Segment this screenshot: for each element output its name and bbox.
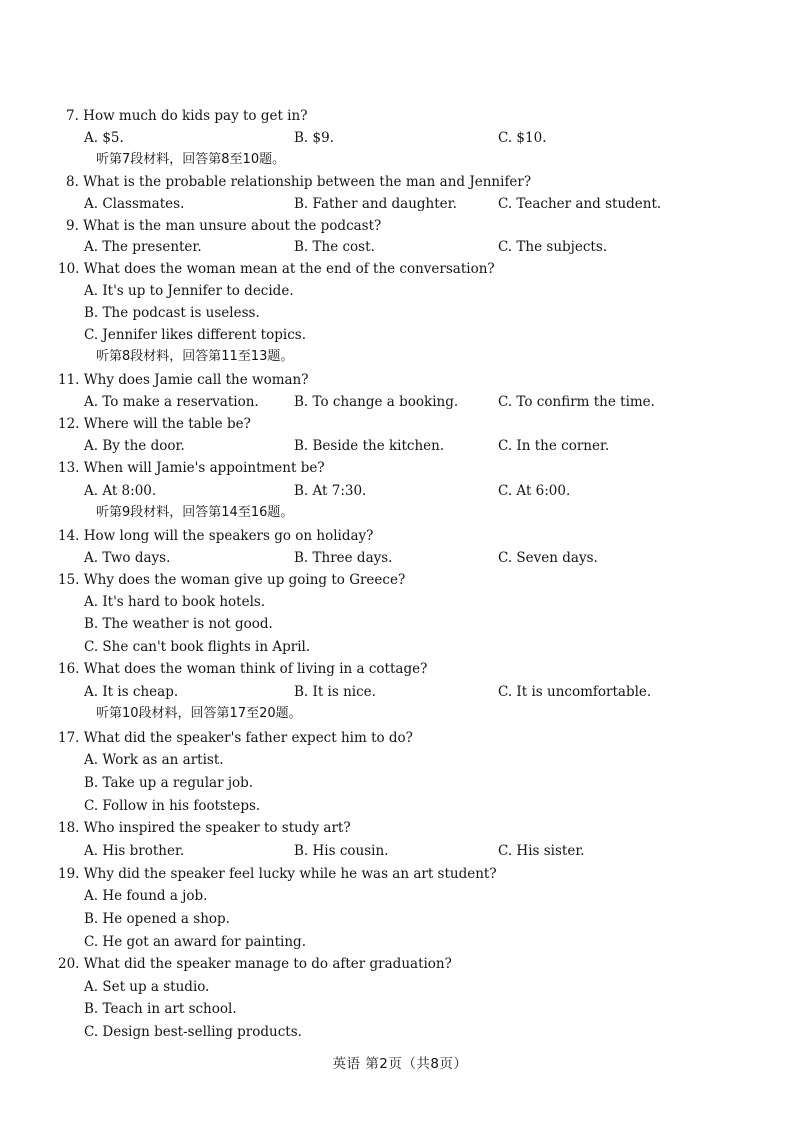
question-15-stem: 15. Why does the woman give up going to Greece? (58, 572, 406, 588)
question-12-stem: 12. Where will the table be? (58, 416, 251, 432)
question-14-option-c: C. Seven days. (498, 550, 598, 566)
question-11-option-b: B. To change a booking. (294, 394, 459, 410)
question-16-option-a: A. It is cheap. (84, 684, 179, 700)
question-15-option-a: A. It's hard to book hotels. (84, 594, 266, 610)
question-9-stem: 9. What is the man unsure about the podcast? (66, 218, 382, 234)
question-16-option-c: C. It is uncomfortable. (498, 684, 652, 700)
question-10-option-a: A. It's up to Jennifer to decide. (84, 283, 294, 299)
question-14-option-a: A. Two days. (84, 550, 171, 566)
question-11-option-a: A. To make a reservation. (84, 394, 259, 410)
question-15-option-b: B. The weather is not good. (84, 616, 273, 632)
question-9-option-b: B. The cost. (294, 239, 375, 255)
question-12-option-a: A. By the door. (84, 438, 185, 454)
page-footer: 英语 第2页（共8页） (332, 1056, 468, 1072)
question-20-option-c: C. Design best-selling products. (84, 1024, 302, 1040)
question-10-stem: 10. What does the woman mean at the end of the conversation? (58, 261, 495, 277)
question-18-stem: 18. Who inspired the speaker to study art? (58, 820, 351, 836)
question-17-option-a: A. Work as an artist. (84, 752, 224, 768)
question-18-option-b: B. His cousin. (294, 843, 389, 859)
question-8-option-c: C. Teacher and student. (498, 196, 662, 212)
question-15-option-c: C. She can't book flights in April. (84, 639, 311, 655)
question-18-option-a: A. His brother. (84, 843, 185, 859)
question-8-stem: 8. What is the probable relationship between the man and Jennifer? (66, 174, 532, 190)
question-12-option-b: B. Beside the kitchen. (294, 438, 445, 454)
question-13-option-c: C. At 6:00. (498, 483, 571, 499)
question-14-option-b: B. Three days. (294, 550, 393, 566)
question-16-option-b: B. It is nice. (294, 684, 376, 700)
section-10-instruction: 听第10段材料，回答第17至20题。 (96, 706, 302, 721)
question-18-option-c: C. His sister. (498, 843, 585, 859)
question-20-option-a: A. Set up a studio. (84, 979, 210, 995)
question-19-stem: 19. Why did the speaker feel lucky while he was an art student? (58, 866, 497, 882)
question-19-option-a: A. He found a job. (84, 888, 208, 904)
question-19-option-b: B. He opened a shop. (84, 911, 230, 927)
question-11-stem: 11. Why does Jamie call the woman? (58, 372, 309, 388)
question-8-option-b: B. Father and daughter. (294, 196, 457, 212)
question-17-option-b: B. Take up a regular job. (84, 775, 254, 791)
question-8-option-a: A. Classmates. (84, 196, 185, 212)
question-20-stem: 20. What did the speaker manage to do after graduation? (58, 956, 452, 972)
question-13-option-b: B. At 7:30. (294, 483, 367, 499)
section-8-instruction: 听第8段材料，回答第11至13题。 (96, 349, 294, 364)
question-19-option-c: C. He got an award for painting. (84, 934, 306, 950)
question-17-stem: 17. What did the speaker's father expect him to do? (58, 730, 413, 746)
question-11-option-c: C. To confirm the time. (498, 394, 655, 410)
question-7-stem: 7. How much do kids pay to get in? (66, 108, 308, 124)
question-14-stem: 14. How long will the speakers go on holiday? (58, 528, 374, 544)
question-9-option-a: A. The presenter. (84, 239, 202, 255)
question-20-option-b: B. Teach in art school. (84, 1001, 237, 1017)
question-9-option-c: C. The subjects. (498, 239, 608, 255)
question-13-stem: 13. When will Jamie's appointment be? (58, 460, 325, 476)
question-16-stem: 16. What does the woman think of living in a cottage? (58, 661, 428, 677)
question-17-option-c: C. Follow in his footsteps. (84, 798, 261, 814)
section-9-instruction: 听第9段材料，回答第14至16题。 (96, 505, 294, 520)
question-12-option-c: C. In the corner. (498, 438, 610, 454)
question-10-option-c: C. Jennifer likes different topics. (84, 327, 306, 343)
question-10-option-b: B. The podcast is useless. (84, 305, 260, 321)
question-7-option-b: B. $9. (294, 130, 334, 146)
question-7-option-c: C. $10. (498, 130, 547, 146)
question-13-option-a: A. At 8:00. (84, 483, 157, 499)
section-7-instruction: 听第7段材料，回答第8至10题。 (96, 152, 286, 167)
question-7-option-a: A. $5. (84, 130, 124, 146)
